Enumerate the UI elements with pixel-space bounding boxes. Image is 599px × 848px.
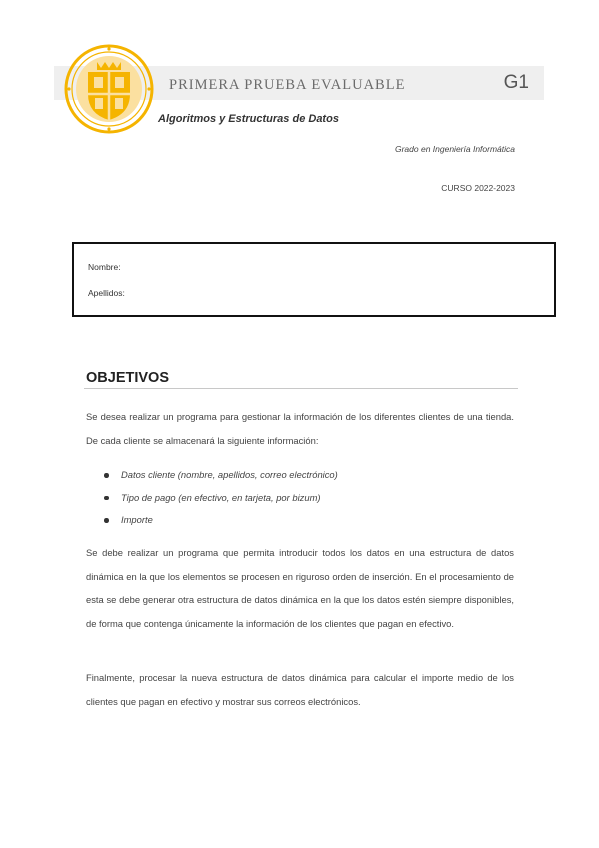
list-item-text: Importe bbox=[121, 514, 153, 525]
final-paragraph: Finalmente, procesar la nueva estructura de datos dinámica para calcular el importe medio de los clientes que pagan en efectivo y mostrar sus correos electrónicos. bbox=[86, 672, 514, 707]
degree-label: Grado en Ingeniería Informática bbox=[394, 144, 515, 154]
course-label: CURSO 2022-2023 bbox=[441, 183, 515, 193]
list-item bbox=[102, 487, 338, 510]
exam-title: PRIMERA PRUEBA EVALUABLE bbox=[169, 77, 406, 93]
list-item bbox=[102, 464, 338, 487]
section-title: OBJETIVOS bbox=[86, 370, 169, 386]
group-code: G1 bbox=[503, 72, 529, 93]
student-info-box bbox=[72, 242, 556, 317]
list-item bbox=[102, 509, 338, 532]
section-divider bbox=[84, 388, 518, 389]
bullet-icon bbox=[104, 473, 109, 478]
intro-paragraph: Se desea realizar un programa para gestionar la información de los diferentes clientes de una tienda. De cada cliente se almacenará la siguiente información: bbox=[86, 411, 514, 446]
university-seal-icon bbox=[64, 44, 154, 134]
info-list bbox=[102, 464, 338, 532]
list-item-text: Datos cliente (nombre, apellidos, correo electrónico) bbox=[121, 469, 338, 480]
surname-label: Apellidos: bbox=[88, 288, 125, 298]
bullet-icon bbox=[104, 518, 109, 523]
list-item-text: Tipo de pago (en efectivo, en tarjeta, por bizum) bbox=[121, 491, 321, 503]
processing-paragraph: Se debe realizar un programa que permita introducir todos los datos en una estructura de datos dinámica en la que los elementos se procesen en riguroso orden de inserción. En el procesamiento de esta se debe generar otra estructura de datos dinámica en la que los datos estén siempre disponibles, de forma que contenga únicamente la información de los clientes que pagan en efectivo. bbox=[86, 547, 514, 629]
name-label: Nombre: bbox=[88, 262, 121, 272]
subject-title: Algoritmos y Estructuras de Datos bbox=[158, 113, 339, 125]
bullet-icon bbox=[104, 496, 109, 501]
